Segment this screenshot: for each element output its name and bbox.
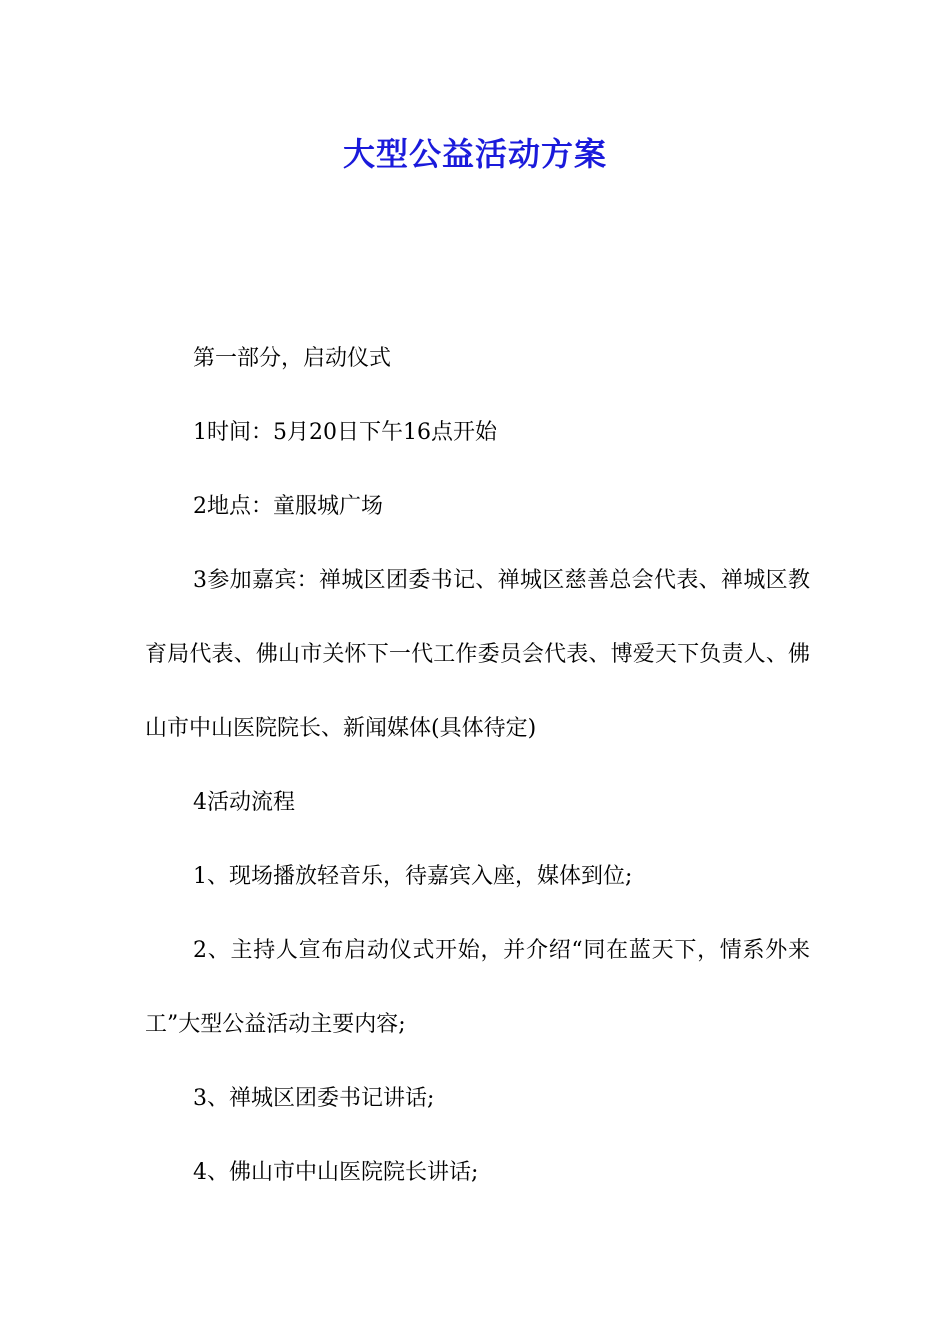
process-step-2: 2、主持人宣布启动仪式开始，并介绍“同在蓝天下，情系外来工”大型公益活动主要内容;: [145, 938, 810, 1037]
process-step-1: 1、现场播放轻音乐，待嘉宾入座，媒体到位;: [193, 864, 633, 889]
event-time: 1时间：5月20日下午16点开始: [193, 420, 497, 445]
section-heading: 第一部分，启动仪式: [193, 346, 392, 371]
process-step-3: 3、禅城区团委书记讲话;: [193, 1086, 435, 1111]
document-body: [145, 322, 810, 1210]
process-heading: 4活动流程: [193, 790, 295, 815]
process-step-4: 4、佛山市中山医院院长讲话;: [193, 1160, 479, 1185]
document-title: 大型公益活动方案: [342, 135, 607, 173]
event-location: 2地点：童服城广场: [193, 494, 383, 519]
event-guests: 3参加嘉宾：禅城区团委书记、禅城区慈善总会代表、禅城区教育局代表、佛山市关怀下一代工作委员会代表、博爱天下负责人、佛山市中山医院院长、新闻媒体(具体待定): [145, 568, 810, 741]
